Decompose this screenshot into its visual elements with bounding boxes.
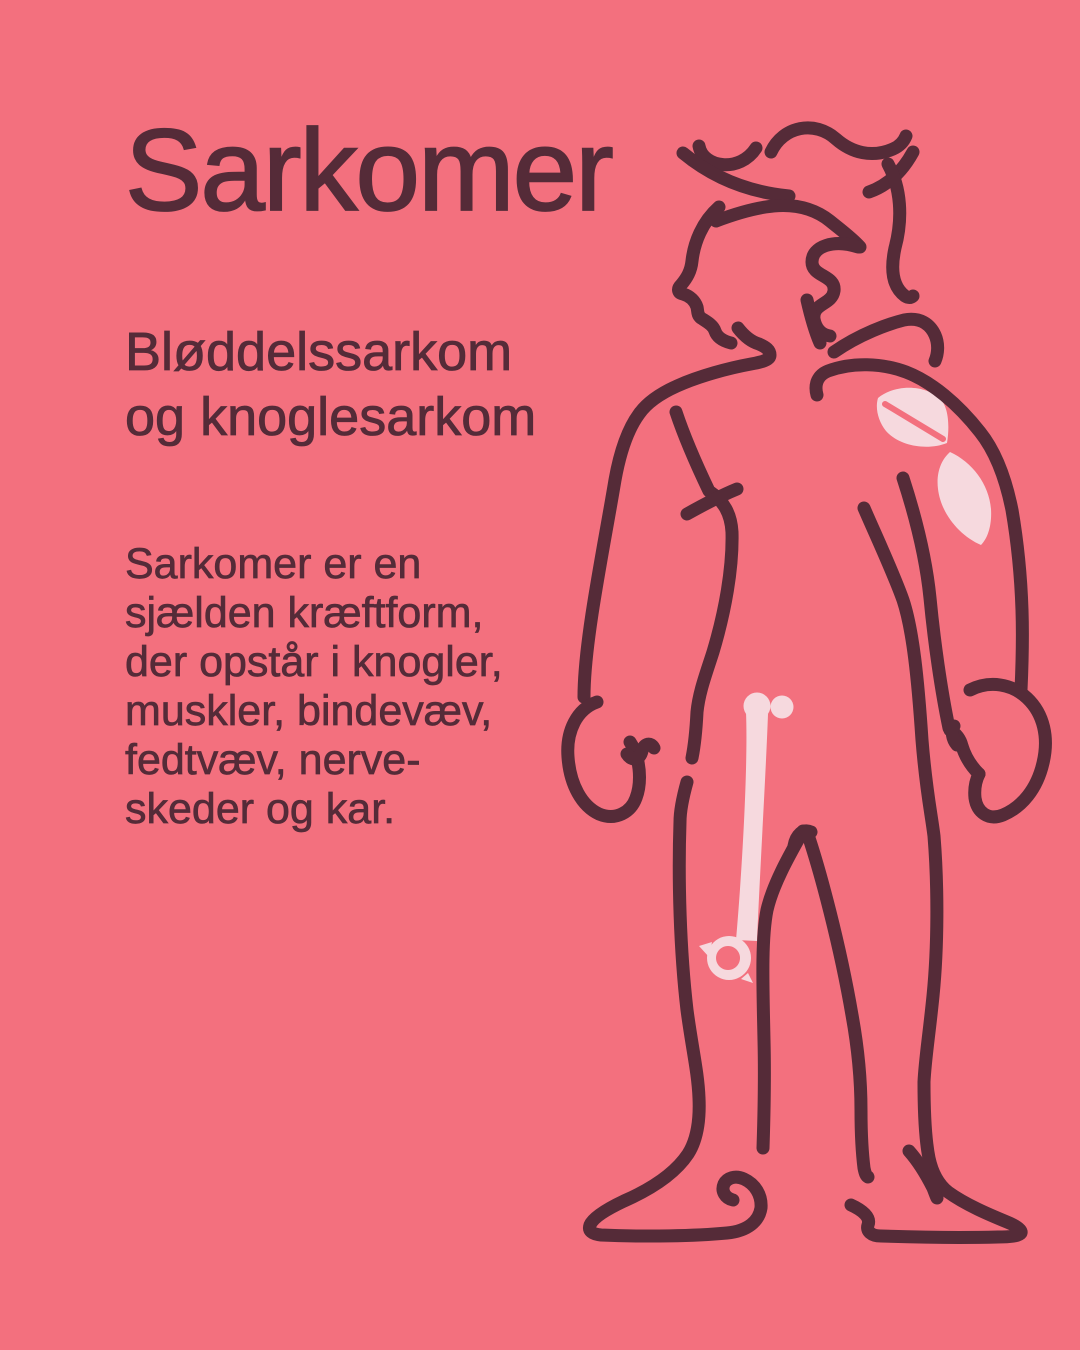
neck-shoulder-arm-left-stroke bbox=[584, 328, 770, 697]
description-line: Sarkomer er en bbox=[125, 540, 422, 588]
description-line: sjælden kræftform, bbox=[125, 589, 484, 637]
inner-leg-right-stroke bbox=[807, 832, 868, 1177]
hair-top-wave-stroke bbox=[771, 128, 906, 154]
face-profile-stroke bbox=[679, 207, 731, 343]
description-line: der opstår i knogler, bbox=[125, 638, 503, 686]
femur-bone-thigh-highlight bbox=[699, 693, 794, 984]
description-line: muskler, bindevæv, bbox=[125, 687, 493, 735]
trapezius-stroke bbox=[834, 319, 938, 361]
hair-arc-stroke bbox=[699, 146, 756, 165]
hip-leg-foot-left-stroke bbox=[589, 782, 761, 1236]
bone-head-knob bbox=[771, 696, 794, 719]
description-line: fedtvæv, nerve- bbox=[125, 736, 421, 784]
bone-knee-ring bbox=[707, 936, 751, 980]
fist-right-stroke bbox=[970, 684, 1045, 816]
page-title: Sarkomer bbox=[125, 105, 612, 235]
thumb-right-nick-stroke bbox=[952, 726, 957, 745]
side-torso-left-stroke bbox=[676, 412, 732, 758]
subtitle-line-1: Bløddelssarkom bbox=[125, 322, 513, 382]
soft-tissue-shoulder-highlight-large bbox=[938, 452, 992, 545]
subtitle-line-2: og knoglesarkom bbox=[125, 387, 537, 447]
hair-side-strand-stroke bbox=[888, 164, 913, 298]
inner-leg-left-stroke bbox=[763, 831, 803, 1148]
description-line: skeder og kar. bbox=[125, 785, 396, 833]
